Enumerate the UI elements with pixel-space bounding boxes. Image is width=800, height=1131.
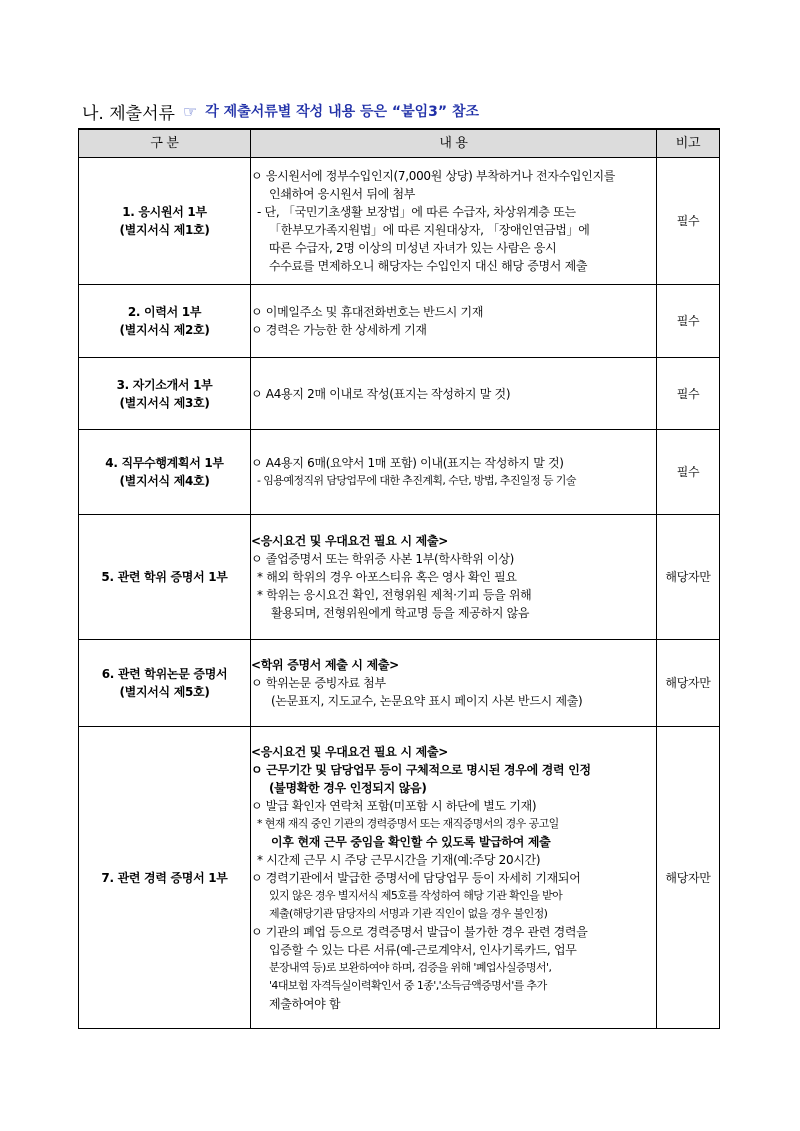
row-name <box>79 285 251 358</box>
content-line: <응시요건 및 우대요건 필요 시 제출> <box>251 744 448 759</box>
table-row <box>79 285 720 358</box>
header-content: 내 용 <box>251 129 657 158</box>
content-line: 「한부모가족지원법」에 따른 지원대상자, 「장애인연금법」에 <box>269 223 590 237</box>
row-remark: 해당자만 <box>657 515 720 640</box>
content-line: 따른 수급자, 2명 이상의 미성년 자녀가 있는 사람은 응시 <box>269 241 557 255</box>
row-name-line: 7. 관련 경력 증명서 1부 <box>101 870 228 885</box>
table-row <box>79 358 720 430</box>
content-line: * 학위는 응시요건 확인, 전형위원 제척·기피 등을 위해 <box>257 588 532 602</box>
row-content <box>251 640 657 727</box>
row-name <box>79 430 251 515</box>
row-remark: 필수 <box>657 285 720 358</box>
row-name-sub: (별지서식 제3호) <box>119 395 210 410</box>
content-line: ㅇ 졸업증명서 또는 학위증 사본 1부(학사학위 이상) <box>251 552 515 566</box>
table-row <box>79 158 720 285</box>
row-remark: 필수 <box>657 158 720 285</box>
content-line: 제출(해당기관 담당자의 서명과 기관 직인이 없을 경우 불인정) <box>269 906 548 920</box>
content-line: 이후 현재 근무 중임을 확인할 수 있도록 발급하여 제출 <box>271 834 551 849</box>
row-remark: 필수 <box>657 430 720 515</box>
row-name <box>79 358 251 430</box>
row-content <box>251 515 657 640</box>
row-remark: 필수 <box>657 358 720 430</box>
row-content <box>251 727 657 1029</box>
header-category: 구 분 <box>79 129 251 158</box>
content-line: 인쇄하여 응시원서 뒤에 첨부 <box>269 187 416 201</box>
row-name-line: 2. 이력서 1부 <box>127 305 202 319</box>
row-remark: 해당자만 <box>657 640 720 727</box>
content-line: ㅇ 응시원서에 정부수입인지(7,000원 상당) 부착하거나 전자수입인지를 <box>251 169 616 183</box>
content-line: ㅇ A4용지 2매 이내로 작성(표지는 작성하지 말 것) <box>251 386 511 401</box>
header-remark: 비고 <box>657 129 720 158</box>
content-line: 수수료를 면제하오니 해당자는 수입인지 대신 해당 증명서 제출 <box>269 259 588 273</box>
table-row <box>79 727 720 1029</box>
content-line: - 임용예정직위 담당업무에 대한 추진계획, 수단, 방법, 추진일정 등 기술 <box>257 474 576 487</box>
section-title <box>82 98 479 124</box>
content-line: ㅇ 학위논문 증빙자료 첨부 <box>251 676 386 690</box>
row-content <box>251 158 657 285</box>
table-header-row <box>79 129 720 158</box>
content-line: '4대보험 자격득실이력확인서 중 1종','소득금액증명서'를 추가 <box>269 978 547 992</box>
content-line: 제출하여야 함 <box>269 996 341 1011</box>
content-line: 활용되며, 전형위원에게 학교명 등을 제공하지 않음 <box>271 606 530 620</box>
row-content <box>251 285 657 358</box>
row-content <box>251 430 657 515</box>
documents-table <box>78 128 720 1029</box>
content-line: * 해외 학위의 경우 아포스티유 혹은 영사 확인 필요 <box>257 570 517 584</box>
content-line: 입증할 수 있는 다른 서류(예-근로계약서, 인사기록카드, 업무 <box>269 942 577 957</box>
content-line: ㅇ 기관의 폐업 등으로 경력증명서 발급이 불가한 경우 관련 경력을 <box>251 924 588 939</box>
content-line: <응시요건 및 우대요건 필요 시 제출> <box>251 534 448 548</box>
content-line: (논문표지, 지도교수, 논문요약 표시 페이지 사본 반드시 제출) <box>271 694 583 708</box>
content-line: ㅇ 이메일주소 및 휴대전화번호는 반드시 기재 <box>251 305 484 319</box>
content-line: 있지 않은 경우 별지서식 제5호를 작성하여 해당 기관 확인을 받아 <box>269 888 563 902</box>
row-name-line: 6. 관련 학위논문 증명서 <box>101 667 228 681</box>
content-line: ㅇ A4용지 6매(요약서 1매 포함) 이내(표지는 작성하지 말 것) <box>251 456 564 470</box>
row-name-sub: (별지서식 제5호) <box>119 685 210 699</box>
row-name-sub: (별지서식 제2호) <box>119 323 210 337</box>
row-name <box>79 727 251 1029</box>
content-line: * 현재 재직 중인 기관의 경력증명서 또는 재직증명서의 경우 공고일 <box>257 816 559 830</box>
row-remark: 해당자만 <box>657 727 720 1029</box>
table-row <box>79 640 720 727</box>
content-line: ㅇ 경력은 가능한 한 상세하게 기재 <box>251 323 427 337</box>
row-name-line: 5. 관련 학위 증명서 1부 <box>101 570 228 584</box>
row-name-sub: (별지서식 제4호) <box>119 474 210 488</box>
row-name-line: 3. 자기소개서 1부 <box>116 377 213 392</box>
table-row <box>79 430 720 515</box>
row-content <box>251 358 657 430</box>
row-name-line: 1. 응시원서 1부 <box>122 205 207 219</box>
row-name <box>79 640 251 727</box>
section-title-main: 나. 제출서류 <box>82 103 175 124</box>
content-line: - 단, 「국민기초생활 보장법」에 따른 수급자, 차상위계층 또는 <box>257 205 576 219</box>
section-title-note: 각 제출서류별 작성 내용 등은 “붙임3” 참조 <box>205 104 480 120</box>
row-name <box>79 158 251 285</box>
content-line: 분장내역 등)로 보완하여야 하며, 검증을 위해 '폐업사실증명서', <box>269 960 552 974</box>
pointing-hand-icon: ☞ <box>182 101 198 121</box>
content-line: ㅇ 근무기간 및 담당업무 등이 구체적으로 명시된 경우에 경력 인정 <box>251 762 591 777</box>
content-line: * 시간제 근무 시 주당 근무시간을 기재(예:주당 20시간) <box>257 852 541 867</box>
table-row <box>79 515 720 640</box>
row-name-sub: (별지서식 제1호) <box>119 223 210 237</box>
content-line: (불명확한 경우 인정되지 않음) <box>269 780 427 795</box>
content-line: ㅇ 경력기관에서 발급한 증명서에 담당업무 등이 자세히 기재되어 <box>251 870 581 885</box>
row-name <box>79 515 251 640</box>
content-line: ㅇ 발급 확인자 연락처 포함(미포함 시 하단에 별도 기재) <box>251 798 537 813</box>
content-line: <학위 증명서 제출 시 제출> <box>251 658 399 672</box>
row-name-line: 4. 직무수행계획서 1부 <box>105 456 224 470</box>
